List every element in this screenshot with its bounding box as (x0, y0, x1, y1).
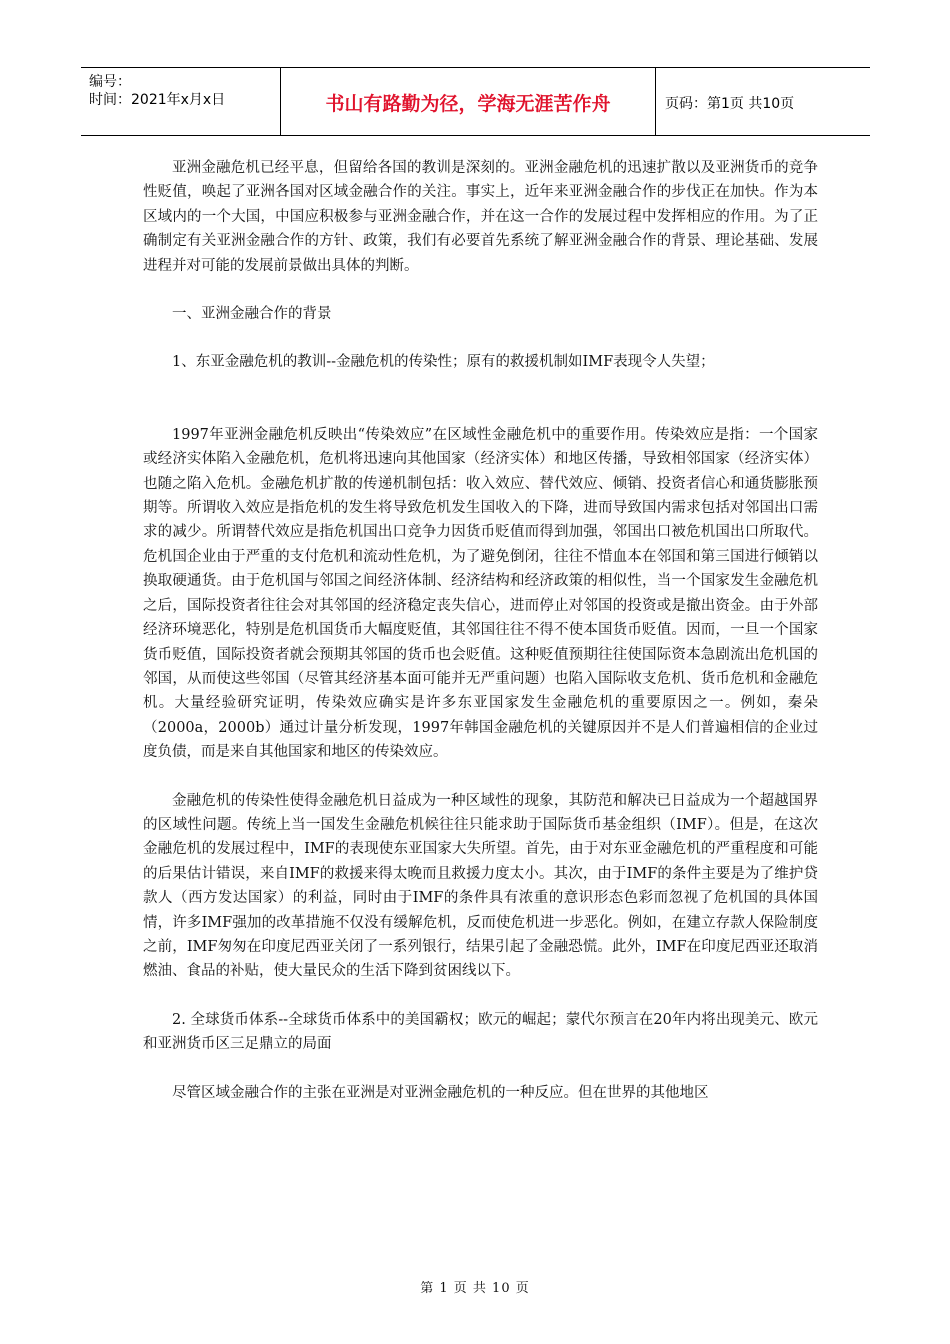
serial-number-label: 编号： (89, 74, 131, 90)
header-table (81, 67, 870, 136)
header-meta-cell (81, 68, 281, 135)
section-title: 一、亚洲金融合作的背景 (172, 306, 332, 323)
document-body (143, 156, 818, 1105)
header-motto: 书山有路勤为径，学海无涯苦作舟 (281, 68, 656, 135)
subsection-title-2: 2. 全球货币体系--全球货币体系中的美国霸权；欧元的崛起；蒙代尔预言在20年内将出现美元、欧元和亚洲货币区三足鼎立的局面 (143, 1011, 818, 1053)
contagion-paragraph: 1997年亚洲金融危机反映出“传染效应”在区域性金融危机中的重要作用。传染效应是指：一个国家或经济实体陷入金融危机，危机将迅速向其他国家（经济实体）和地区传播，导致相邻国家（经济实体）也随之陷入危机。金融危机扩散的传递机制包括：收入效应、替代效应、倾销、投资者信心和通货膨胀预期等。所谓收入效应是指危机的发生将导致危机发生国收入的下降，进而导致国内需求包括对邻国出口需求的减少。所谓替代效应是指危机国出口竞争力因货币贬值而得到加强，邻国出口被危机国出口所取代。危机国企业由于严重的支付危机和流动性危机，为了避免倒闭，往往不惜血本在邻国和第三国进行倾销以换取硬通货。由于危机国与邻国之间经济体制、经济结构和经济政策的相似性，当一个国家发生金融危机之后，国际投资者往往会对其邻国的经济稳定丧失信心，进而停止对邻国的投资或是撤出资金。由于外部经济环境恶化，特别是危机国货币大幅度贬值，其邻国往往不得不使本国货币贬值。因而，一旦一个国家货币贬值，国际投资者就会预期其邻国的货币也会贬值。这种贬值预期往往使国际资本急剧流出危机国的邻国，从而使这些邻国（尽管其经济基本面可能并无严重问题）也陷入国际收支危机、货币危机和金融危机。大量经验研究证明，传染效应确实是许多东亚国家发生金融危机的重要原因之一。例如，秦朵（2000a，2000b）通过计量分析发现，1997年韩国金融危机的关键原因并不是人们普遍相信的企业过度负债，而是来自其他国家和地区的传染效应。 (143, 426, 818, 761)
header-page-info: 页码：第1页 共10页 (665, 95, 795, 112)
imf-paragraph: 金融危机的传染性使得金融危机日益成为一种区域性的现象，其防范和解决已日益成为一个超越国界的区域性问题。传统上当一国发生金融危机候往往只能求助于国际货币基金组织（IMF）。但是，在这次金融危机的发展过程中，IMF的表现使东亚国家大失所望。首先，由于对东亚金融危机的严重程度和可能的后果估计错误，来自IMF的救援来得太晚而且救援力度太小。其次，由于IMF的条件主要是为了维护贷款人（西方发达国家）的利益，同时由于IMF的条件具有浓重的意识形态色彩而忽视了危机国的具体国情，许多IMF强加的改革措施不仅没有缓解危机，反而使危机进一步恶化。例如，在建立存款人保险制度之前，IMF匆匆在印度尼西亚关闭了一系列银行，结果引起了金融恐慌。此外，IMF在印度尼西亚还取消燃油、食品的补贴，使大量民众的生活下降到贫困线以下。 (143, 792, 818, 980)
last-paragraph: 尽管区域金融合作的主张在亚洲是对亚洲金融危机的一种反应。但在世界的其他地区 (172, 1084, 709, 1101)
subsection-title-1: 1、东亚金融危机的教训--金融危机的传染性；原有的救援机制如IMF表现令人失望； (172, 354, 715, 371)
intro-paragraph: 亚洲金融危机已经平息，但留给各国的教训是深刻的。亚洲金融危机的迅速扩散以及亚洲货币的竞争性贬值，唤起了亚洲各国对区域金融合作的关注。事实上，近年来亚洲金融合作的步伐正在加快。作为本区域内的一个大国，中国应积极参与亚洲金融合作，并在这一合作的发展过程中发挥相应的作用。为了正确制定有关亚洲金融合作的方针、政策，我们有必要首先系统了解亚洲金融合作的背景、理论基础、发展进程并对可能的发展前景做出具体的判断。 (143, 160, 818, 274)
page-footer: 第 1 页 共 10 页 (420, 1281, 530, 1296)
date-label: 时间：2021年x月x日 (89, 92, 226, 108)
